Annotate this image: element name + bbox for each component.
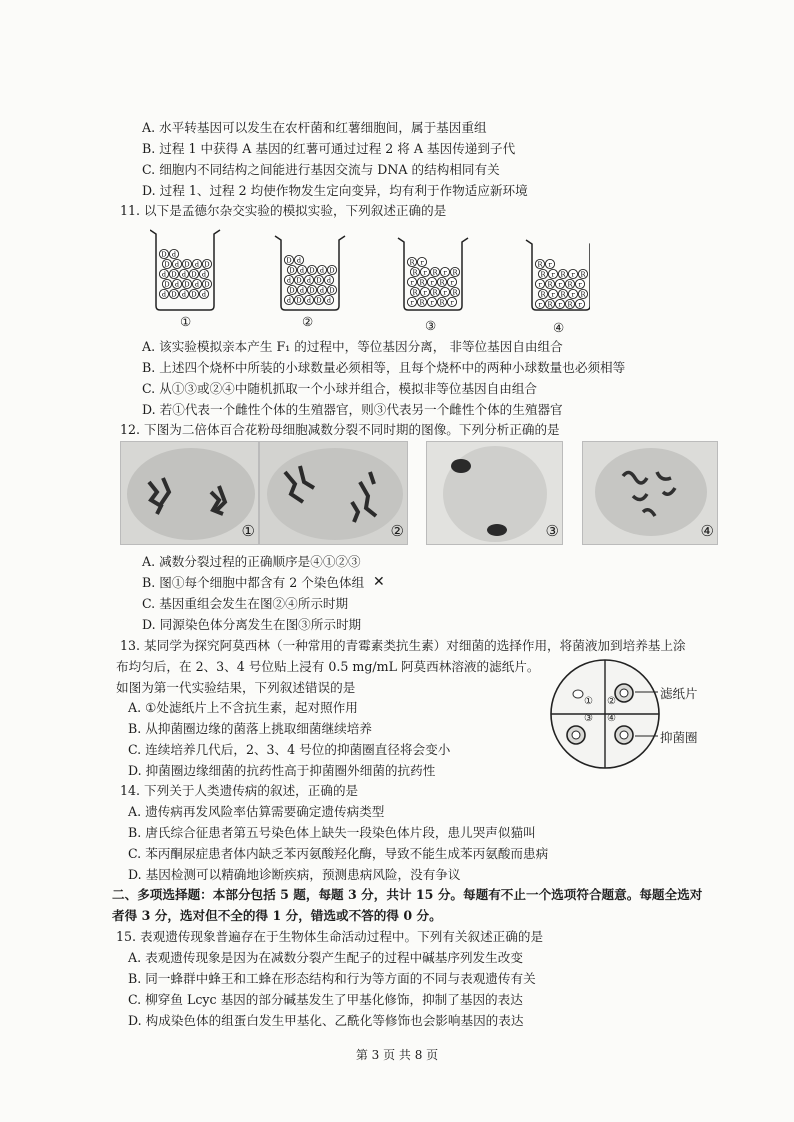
q13-option-b: B. 从抑菌圈边缘的菌落上挑取细菌继续培养: [128, 721, 372, 736]
ball-letter: D: [171, 290, 177, 299]
ball-letter: r: [443, 268, 447, 277]
q15-option-c: C. 柳穿鱼 Lcyc 基因的部分碱基发生了甲基化修饰，抑制了基因的表达: [128, 992, 523, 1007]
ball-letter: D: [164, 260, 170, 269]
q10-option-c: C. 细胞内不同结构之间能进行基因交流与 DNA 的结构相同有关: [142, 162, 500, 177]
ball-letter: d: [296, 256, 302, 265]
ball-letter: R: [432, 288, 438, 297]
ball-letter: R: [560, 290, 566, 299]
petri-dish-figure: [540, 656, 740, 776]
ball-letter: r: [548, 260, 552, 269]
ball-letter: r: [423, 288, 427, 297]
micrograph-label-4: ④: [700, 522, 714, 540]
ball-letter: r: [410, 278, 414, 287]
q11-beaker-figure: [150, 226, 590, 336]
ball-letter: d: [181, 290, 187, 299]
beaker-label-4: ④: [553, 320, 565, 335]
ball-letter: D: [204, 260, 210, 269]
ball-letter: R: [580, 290, 586, 299]
ball-letter: r: [538, 300, 542, 309]
ball-letter: r: [551, 290, 555, 299]
micrograph-label-2: ②: [390, 522, 404, 540]
ball-letter: r: [443, 288, 447, 297]
ball-letter: D: [204, 280, 210, 289]
ball-letter: d: [161, 270, 167, 279]
q11-option-c: C. 从①③或②④中随机抓取一个小球并组合，模拟非等位基因自由组合: [142, 381, 538, 396]
q12-micrograph-row: [120, 441, 720, 545]
q14-option-d: D. 基因检测可以精确地诊断疾病，预测患病风险，没有争议: [128, 867, 461, 882]
ball-letter: r: [578, 300, 582, 309]
q11-option-a: A. 该实验模拟亲本产生 F₁ 的过程中，等位基因分离， 非等位基因自由组合: [142, 339, 563, 354]
q11-option-b: B. 上述四个烧杯中所装的小球数量必须相等，且每个烧杯中的两种小球数量也必须相等: [142, 360, 626, 375]
q15-option-a: A. 表观遗传现象是因为在减数分裂产生配子的过程中碱基序列发生改变: [128, 950, 523, 965]
ball-letter: R: [567, 280, 573, 289]
ball-letter: D: [316, 296, 322, 305]
ball-letter: D: [329, 266, 335, 275]
ball-letter: r: [430, 298, 434, 307]
ball-letter: R: [412, 288, 418, 297]
ball-letter: R: [412, 268, 418, 277]
ball-letter: R: [432, 268, 438, 277]
dish-number-1: ①: [584, 696, 593, 707]
ball-letter: r: [538, 280, 542, 289]
beaker-label-1: ①: [180, 314, 192, 329]
ball-letter: R: [419, 278, 425, 287]
q12-stem: 12. 下图为二倍体百合花粉母细胞减数分裂不同时期的图像。下列分析正确的是: [120, 422, 560, 437]
ball-letter: r: [551, 270, 555, 279]
ball-letter: R: [419, 298, 425, 307]
ball-letter: R: [547, 300, 553, 309]
ball-letter: D: [296, 296, 302, 305]
ball-letter: D: [316, 276, 322, 285]
ball-letter: d: [201, 270, 207, 279]
ball-letter: r: [558, 280, 562, 289]
beaker-illustration: [150, 226, 590, 336]
q11-stem: 11. 以下是孟德尔杂交实验的模拟实验，下列叙述正确的是: [120, 203, 447, 218]
ball-letter: d: [161, 290, 167, 299]
ball-letter: d: [306, 296, 312, 305]
ball-letter: R: [537, 260, 543, 269]
q13-option-c: C. 连续培养几代后，2、3、4 号位的抑菌圈直径将会变小: [128, 742, 451, 757]
q13-stem-line-2: 布均匀后，在 2、3、4 号位贴上浸有 0.5 mg/mL 阿莫西林溶液的滤纸片。: [116, 659, 540, 674]
beaker-label-2: ②: [302, 314, 314, 329]
label-inhibition-zone: 抑菌圈: [660, 730, 698, 745]
q13-stem-line-1: 13. 某同学为探究阿莫西林（一种常用的青霉素类抗生素）对细菌的选择作用，将菌液加到培养基上涂: [120, 638, 686, 653]
q11-option-d: D. 若①代表一个雌性个体的生殖器官，则③代表另一个雌性个体的生殖器官: [142, 402, 563, 417]
q14-option-b: B. 唐氏综合征患者第五号染色体上缺失一段染色体片段，患儿哭声似猫叫: [128, 825, 536, 840]
ball-letter: r: [423, 268, 427, 277]
ball-letter: d: [286, 296, 292, 305]
ball-letter: D: [286, 256, 292, 265]
micrograph-4: [582, 441, 718, 545]
ball-letter: D: [161, 250, 167, 259]
ball-letter: d: [299, 286, 305, 295]
ball-letter: D: [289, 266, 295, 275]
ball-letter: d: [201, 290, 207, 299]
beaker-label-3: ③: [425, 318, 437, 333]
label-filter-paper: 滤纸片: [660, 686, 698, 701]
handwritten-mark: ✕: [373, 574, 385, 590]
q12-option-c: C. 基因重组会发生在图②④所示时期: [142, 596, 349, 611]
ball-letter: r: [450, 298, 454, 307]
ball-letter: R: [540, 270, 546, 279]
ball-letter: D: [296, 276, 302, 285]
ball-letter: d: [299, 266, 305, 275]
q13-stem-line-3: 如图为第一代实验结果，下列叙述错误的是: [116, 680, 356, 695]
ball-letter: D: [171, 270, 177, 279]
dish-number-3: ③: [584, 713, 593, 724]
ball-letter: R: [452, 288, 458, 297]
ball-letter: d: [194, 260, 200, 269]
ball-letter: D: [309, 286, 315, 295]
ball-letter: r: [558, 300, 562, 309]
ball-letter: R: [580, 270, 586, 279]
ball-letter: r: [450, 278, 454, 287]
q15-stem: 15. 表观遗传现象普遍存在于生物体生命活动过程中。下列有关叙述正确的是: [116, 929, 544, 944]
ball-letter: D: [191, 290, 197, 299]
ball-letter: d: [174, 260, 180, 269]
ball-letter: d: [171, 250, 177, 259]
q14-option-c: C. 苯丙酮尿症患者体内缺乏苯丙氨酸羟化酶，导致不能生成苯丙氨酸而患病: [128, 846, 549, 861]
ball-letter: r: [571, 290, 575, 299]
ball-letter: d: [181, 270, 187, 279]
ball-letter: D: [184, 280, 190, 289]
ball-letter: d: [326, 296, 332, 305]
ball-letter: r: [410, 298, 414, 307]
q14-option-a: A. 遗传病再发风险率估算需要确定遗传病类型: [128, 804, 385, 819]
ball-letter: R: [567, 300, 573, 309]
q13-option-a: A. ①处滤纸片上不含抗生素，起对照作用: [128, 700, 358, 715]
q10-option-a: A. 水平转基因可以发生在农杆菌和红薯细胞间，属于基因重组: [142, 120, 487, 135]
ball-letter: D: [329, 286, 335, 295]
ball-letter: D: [164, 280, 170, 289]
q15-option-b: B. 同一蜂群中蜂王和工蜂在形态结构和行为等方面的不同与表观遗传有关: [128, 971, 536, 986]
dish-number-4: ④: [607, 713, 616, 724]
ball-letter: d: [306, 276, 312, 285]
beaker-1: [150, 230, 220, 310]
ball-letter: R: [547, 280, 553, 289]
q14-stem: 14. 下列关于人类遗传病的叙述，正确的是: [120, 783, 359, 798]
ball-letter: d: [326, 276, 332, 285]
micrograph-2: [259, 441, 408, 545]
q12-option-d: D. 同源染色体分离发生在图③所示时期: [142, 617, 362, 632]
ball-letter: d: [319, 266, 325, 275]
ball-letter: d: [319, 286, 325, 295]
micrograph-label-1: ①: [241, 522, 255, 540]
q12-option-a: A. 减数分裂过程的正确顺序是④①②③: [142, 554, 361, 569]
ball-letter: R: [560, 270, 566, 279]
ball-letter: r: [571, 270, 575, 279]
ball-letter: R: [540, 290, 546, 299]
ball-letter: R: [439, 278, 445, 287]
ball-letter: d: [286, 276, 292, 285]
beaker-2: [275, 236, 345, 310]
q10-option-d: D. 过程 1、过程 2 均使作物发生定向变异，均有利于作物适应新环境: [142, 183, 528, 198]
ball-letter: r: [578, 280, 582, 289]
ball-letter: D: [184, 260, 190, 269]
section2-heading-line-2: 者得 3 分，选对但不全的得 1 分，错选或不答的得 0 分。: [112, 908, 442, 923]
ball-letter: r: [430, 278, 434, 287]
ball-letter: R: [409, 258, 415, 267]
ball-letter: d: [174, 280, 180, 289]
beaker-4: [526, 240, 590, 310]
ball-letter: d: [194, 280, 200, 289]
beaker-3: [398, 238, 468, 310]
ball-letter: R: [439, 298, 445, 307]
ball-letter: D: [309, 266, 315, 275]
page-footer: 第 3 页 共 8 页: [355, 1048, 439, 1062]
q10-option-b: B. 过程 1 中获得 A 基因的红薯可通过过程 2 将 A 基因传递到子代: [142, 141, 516, 156]
petri-dish: [540, 656, 740, 776]
q12-option-b: B. 图①每个细胞中都含有 2 个染色体组: [142, 575, 365, 590]
micrograph-1: [120, 441, 259, 545]
ball-letter: D: [191, 270, 197, 279]
section2-heading-line-1: 二、多项选择题：本部分包括 5 题，每题 3 分，共计 15 分。每题有不止一个选项符合题意。每题全选对: [112, 887, 703, 902]
ball-letter: R: [452, 268, 458, 277]
q13-option-d: D. 抑菌圈边缘细菌的抗药性高于抑菌圈外细菌的抗药性: [128, 763, 436, 778]
micrograph-label-3: ③: [545, 522, 559, 540]
dish-number-2: ②: [607, 696, 616, 707]
ball-letter: D: [289, 286, 295, 295]
q15-option-d: D. 构成染色体的组蛋白发生甲基化、乙酰化等修饰也会影响基因的表达: [128, 1013, 524, 1028]
ball-letter: r: [420, 258, 424, 267]
micrograph-3: [426, 441, 563, 545]
